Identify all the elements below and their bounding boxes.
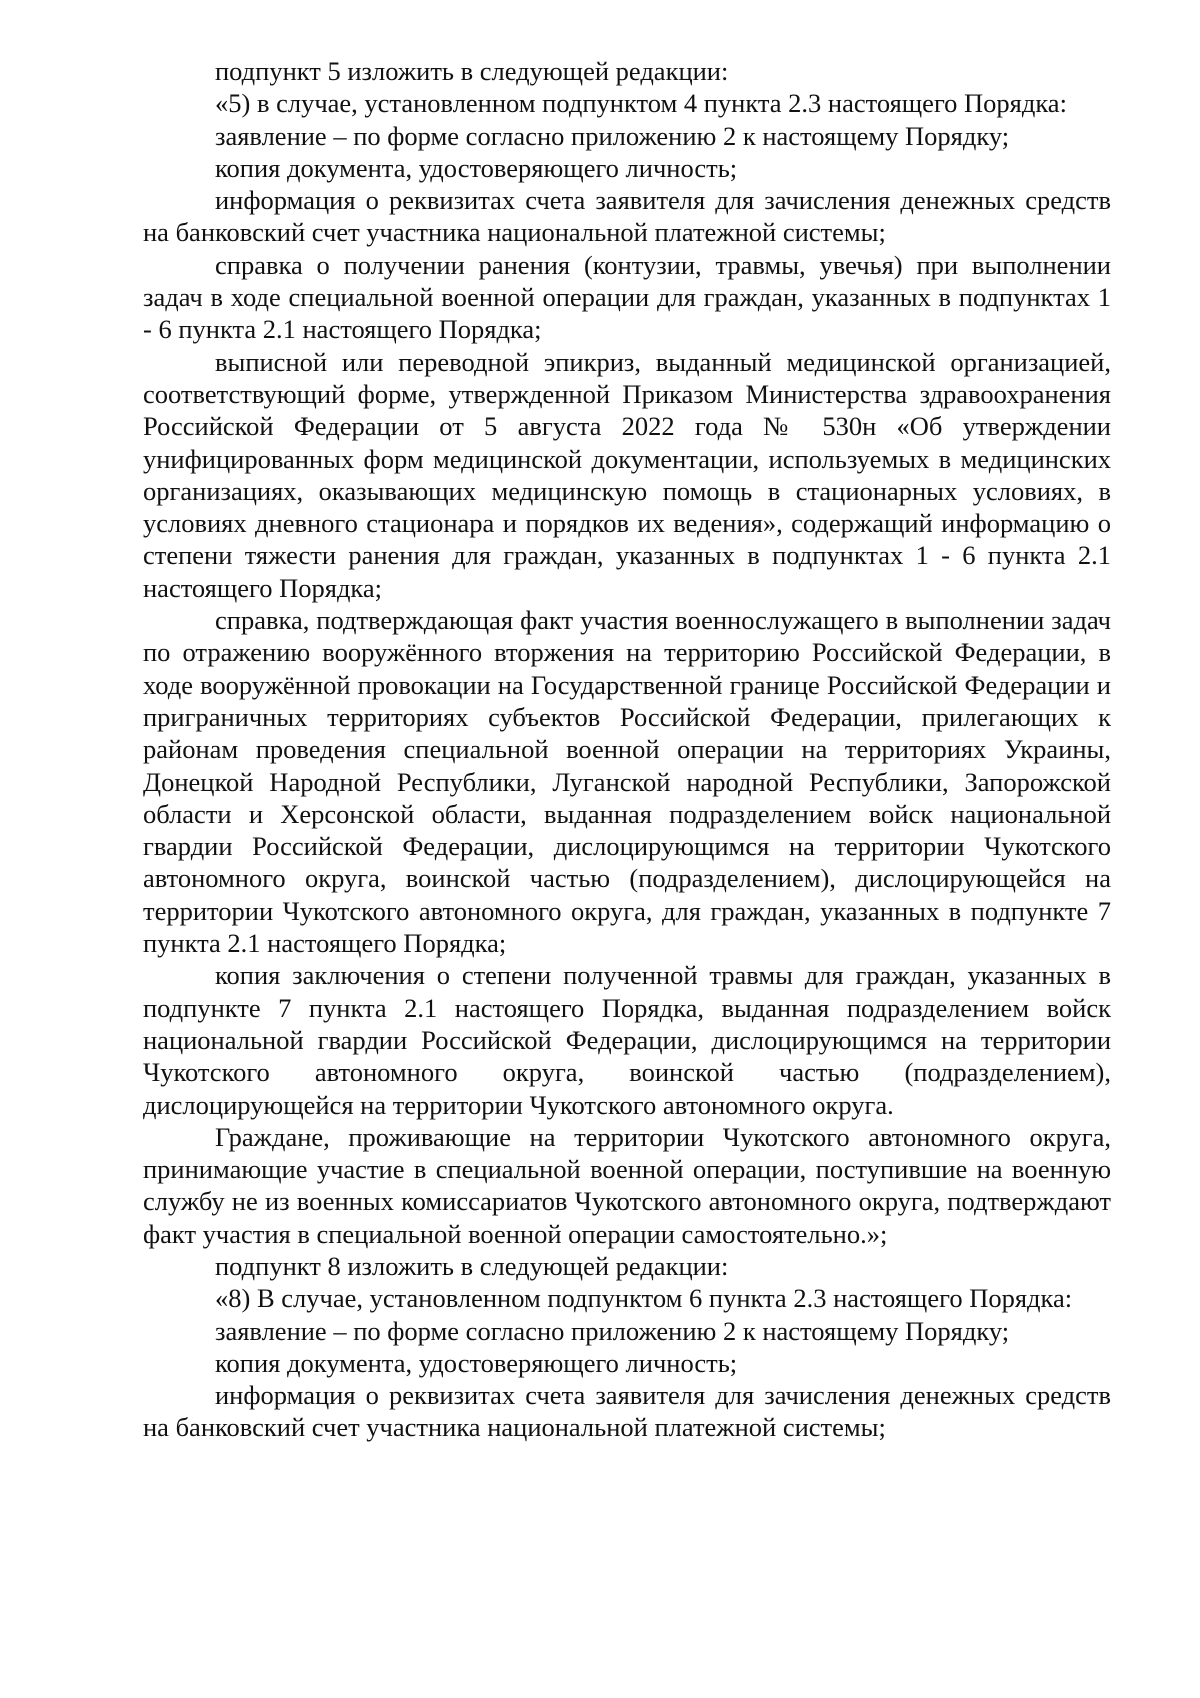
paragraph-subitem-5-heading: «5) в случае, установленном подпунктом 4 пункта 2.3 настоящего Порядка: <box>215 88 1067 119</box>
paragraph-bank-details: информация о реквизитах счета заявителя для зачисления денежных средств на банковский счет участника национальной платежной системы; <box>143 185 1111 248</box>
paragraph-bank-details-2: информация о реквизитах счета заявителя для зачисления денежных средств на банковский счет участника национальной платежной системы; <box>143 1380 1111 1443</box>
paragraph-id-copy: копия документа, удостоверяющего личность; <box>215 152 738 183</box>
paragraph-subitem-8-intro: подпункт 8 изложить в следующей редакции: <box>215 1250 729 1281</box>
paragraph-application-form-2: заявление – по форме согласно приложению 2 к настоящему Порядку; <box>215 1315 1010 1346</box>
paragraph-subitem-5-intro: подпункт 5 изложить в следующей редакции: <box>215 56 729 86</box>
paragraph-citizens-self-confirm: Граждане, проживающие на территории Чукотского автономного округа, принимающие участие в специальной военной операции, поступившие на военную службу не из военных комиссариатов Чукотского автономного округа, подтверждают факт участия в специальной военной операции самостоятельно.»; <box>143 1121 1111 1249</box>
paragraph-trauma-conclusion: копия заключения о степени полученной травмы для граждан, указанных в подпункте 7 пункта 2.1 настоящего Порядка, выданная подразделением войск национальной гвардии Российской Федерации, дислоцирующимся на территории Чукотского автономного округа, воинской частью (подразделением), дислоцирующейся на территории Чукотского автономного округа. <box>143 960 1111 1120</box>
paragraph-id-copy-2: копия документа, удостоверяющего личность; <box>215 1347 738 1378</box>
paragraph-discharge-summary: выписной или переводной эпикриз, выданный медицинской организацией, соответствующий форме, утвержденной Приказом Министерства здравоохранения Российской Федерации от 5 августа 2022 года № 530н «Об утверждении унифицированных форм медицинской документации, используемых в медицинских организациях, оказывающих медицинскую помощь в стационарных условиях, в условиях дневного стационара и порядков их ведения», содержащий информацию о степени тяжести ранения для граждан, указанных в подпунктах 1 - 6 пункта 2.1 настоящего Порядка; <box>143 346 1111 603</box>
document-body <box>143 55 1111 1444</box>
paragraph-application-form: заявление – по форме согласно приложению 2 к настоящему Порядку; <box>215 120 1010 151</box>
paragraph-injury-certificate: справка о получении ранения (контузии, травмы, увечья) при выполнении задач в ходе специальной военной операции для граждан, указанных в подпунктах 1 - 6 пункта 2.1 настоящего Порядка; <box>143 249 1111 345</box>
paragraph-subitem-8-heading: «8) В случае, установленном подпунктом 6 пункта 2.3 настоящего Порядка: <box>215 1283 1073 1314</box>
paragraph-participation-certificate: справка, подтверждающая факт участия военнослужащего в выполнении задач по отражению вооружённого вторжения на территорию Российской Федерации, в ходе вооружённой провокации на Государственной границе Российской Федерации и приграничных территориях субъектов Российской Федерации, прилегающих к районам проведения специальной военной операции на территориях Украины, Донецкой Народной Республики, Луганской народной Республики, Запорожской области и Херсонской области, выданная подразделением войск национальной гвардии Российской Федерации, дислоцирующимся на территории Чукотского автономного округа, воинской частью (подразделением), дислоцирующейся на территории Чукотского автономного округа, для граждан, указанных в подпункте 7 пункта 2.1 настоящего Порядка; <box>143 605 1111 959</box>
